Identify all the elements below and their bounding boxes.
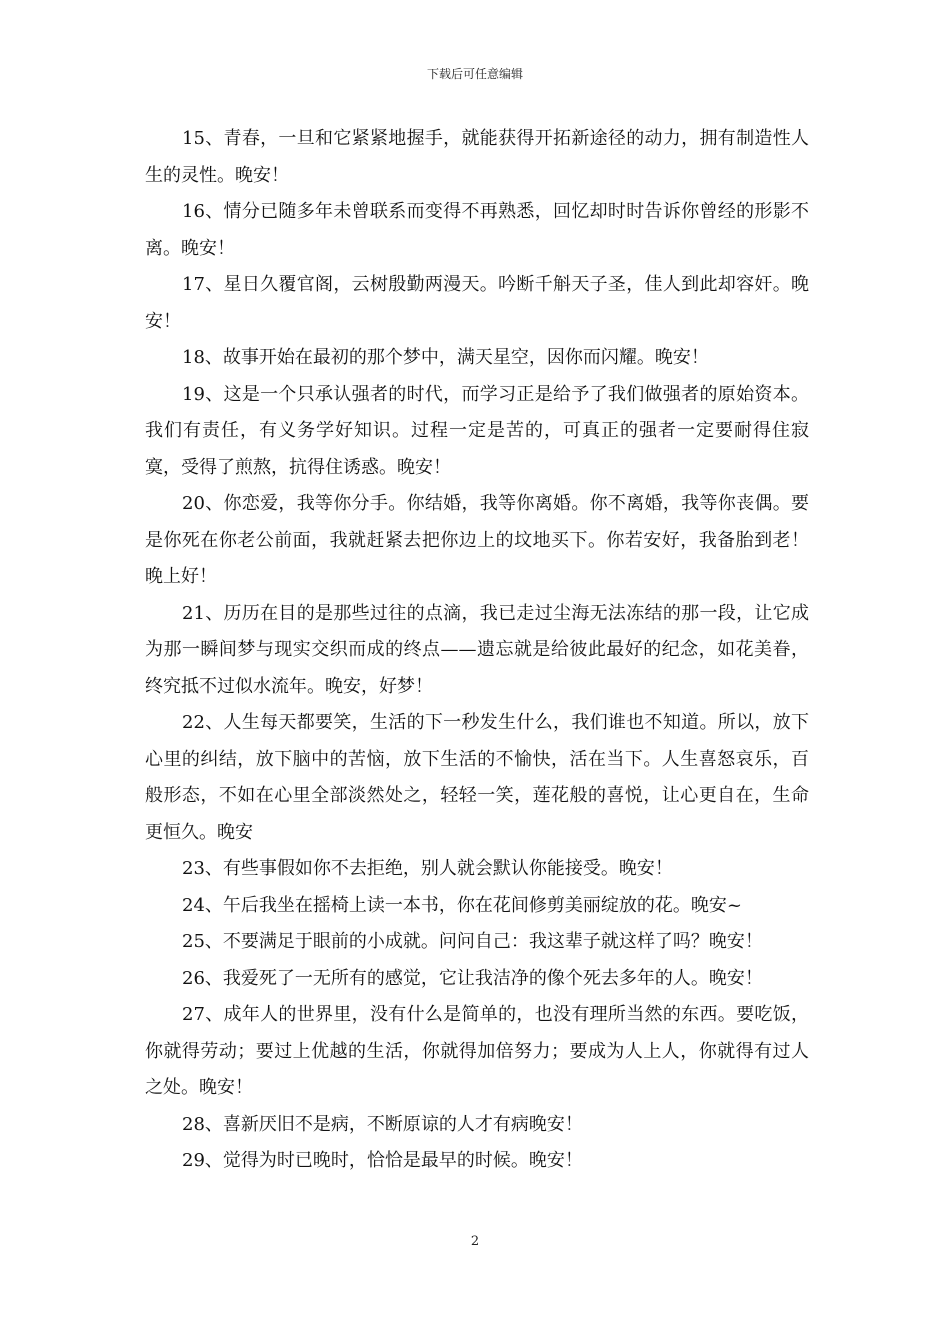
page-number: 2 [470,1234,480,1249]
paragraph-21: 21、历历在目的是那些过往的点滴，我已走过尘海无法冻结的那一段，让它成为那一瞬间梦与现实交织而成的终点——遗忘就是给彼此最好的纪念，如花美眷，终究抵不过似水流年。晚安，好梦！ [145,602,809,697]
paragraph-27: 27、成年人的世界里，没有什么是简单的，也没有理所当然的东西。要吃饭，你就得劳动；要过上优越的生活，你就得加倍努力；要成为人上人，你就得有过人之处。晚安！ [145,1004,809,1098]
paragraph-20: 20、你恋爱，我等你分手。你结婚，我等你离婚。你不离婚，我等你丧偶。要是你死在你老公前面，我就赶紧去把你边上的坟地买下。你若安好，我备胎到老！晚上好！ [145,493,809,587]
paragraph-16: 16、情分已随多年未曾联系而变得不再熟悉，回忆却时时告诉你曾经的形影不离。晚安！ [145,201,809,259]
paragraph-29: 29、觉得为时已晚时，恰恰是最早的时候。晚安！ [182,1150,583,1171]
paragraph-24: 24、午后我坐在摇椅上读一本书，你在花间修剪美丽绽放的花。晚安~ [182,894,742,916]
paragraph-17: 17、星日久覆官阁，云树殷勤两漫天。吟断千斛天子圣，佳人到此却容奸。晚安！ [145,274,809,332]
page-header: 下载后可任意编辑 [426,67,523,81]
paragraph-15: 15、青春，一旦和它紧紧地握手，就能获得开拓新途径的动力，拥有制造性人生的灵性。晚安！ [145,128,809,186]
document-body [145,121,809,1180]
paragraph-23: 23、有些事假如你不去拒绝，别人就会默认你能接受。晚安！ [182,858,673,879]
paragraph-18: 18、故事开始在最初的那个梦中，满天星空，因你而闪耀。晚安！ [182,347,709,368]
paragraph-19: 19、这是一个只承认强者的时代，而学习正是给予了我们做强者的原始资本。我们有责任，有义务学好知识。过程一定是苦的，可真正的强者一定要耐得住寂寞，受得了煎熬，抗得住诱惑。晚安！ [145,383,809,478]
paragraph-26: 26、我爱死了一无所有的感觉，它让我洁净的像个死去多年的人。晚安！ [182,967,763,989]
paragraph-22: 22、人生每天都要笑，生活的下一秒发生什么，我们谁也不知道。所以，放下心里的纠结，放下脑中的苦恼，放下生活的不愉快，活在当下。人生喜怒哀乐，百般形态，不如在心里全部淡然处之，轻轻一笑，莲花般的喜悦，让心更自在，生命更恒久。晚安 [145,712,809,843]
paragraph-25: 25、不要满足于眼前的小成就。问问自己：我这辈子就这样了吗？晚安！ [182,931,763,952]
paragraph-28: 28、喜新厌旧不是病，不断原谅的人才有病晚安！ [182,1113,583,1135]
